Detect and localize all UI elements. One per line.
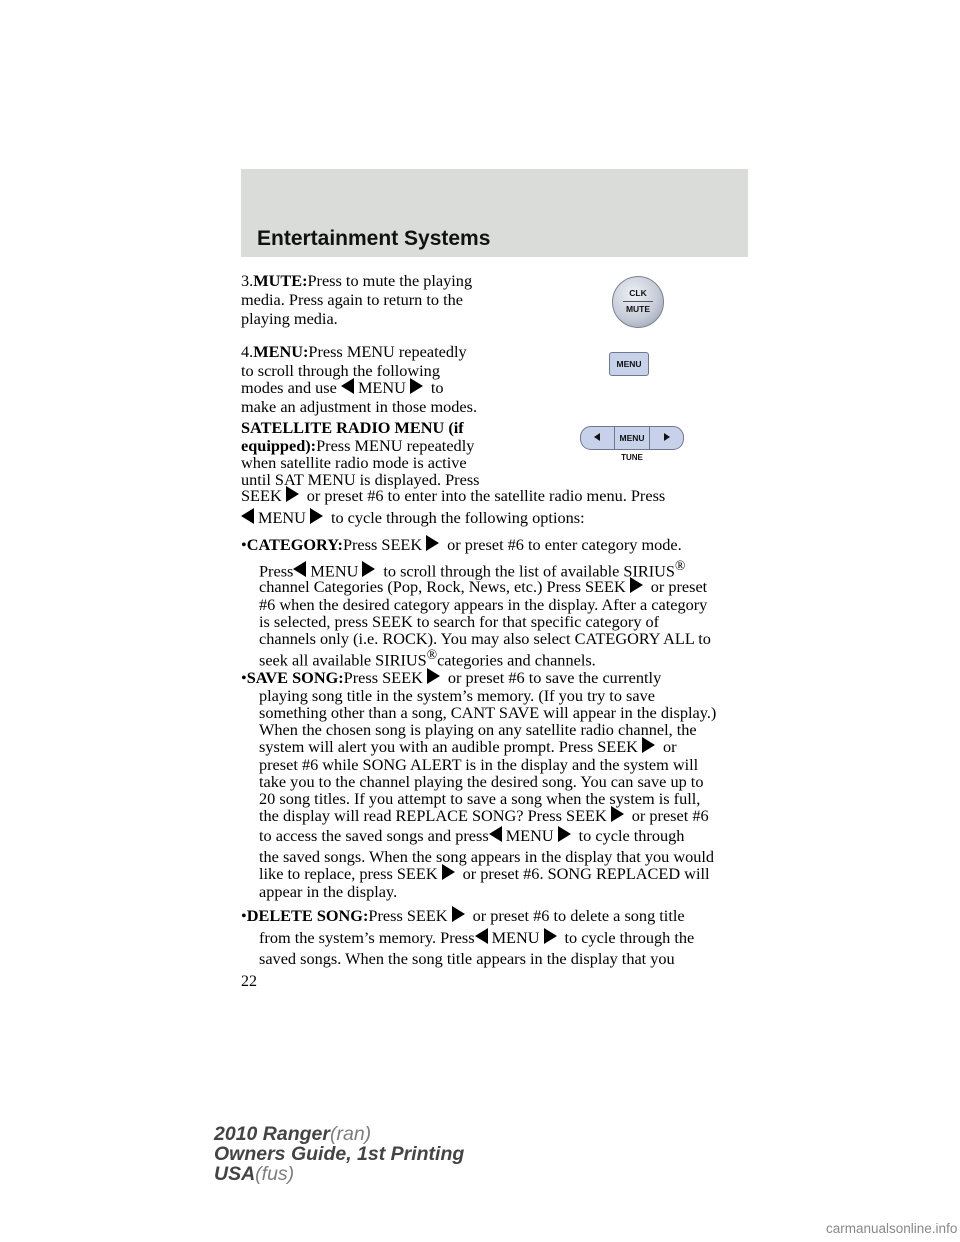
menu-line-1: 4.MENU:Press MENU repeatedly: [241, 342, 467, 361]
right-arrow-icon: [410, 378, 423, 394]
sat-line-4: SEEK or preset #6 to enter into the satellite radio menu. Press: [241, 486, 666, 505]
tune-caption: TUNE: [621, 453, 643, 462]
page-number: 22: [241, 973, 257, 990]
right-arrow-icon: [630, 577, 643, 593]
right-arrow-icon: [362, 561, 375, 577]
delete-line-2: from the system’s memory. Press MENU to cycle through the: [259, 928, 695, 947]
sat-line-1: equipped):Press MENU repeatedly: [241, 436, 475, 455]
save-line-3: something other than a song, CANT SAVE will appear in the display.): [259, 703, 717, 722]
save-line-13: appear in the display.: [259, 882, 398, 901]
tune-divider: [649, 427, 650, 449]
tune-left-arrow-icon: [594, 433, 600, 441]
save-line-9: the display will read REPLACE SONG? Press SEEK or preset #6: [259, 806, 709, 825]
category-line-2: Press MENU to scroll through the list of available SIRIUS®: [259, 558, 686, 581]
knob-divider: [623, 301, 653, 302]
right-arrow-icon: [442, 864, 455, 880]
delete-line-1: •DELETE SONG:Press SEEK or preset #6 to delete a song title: [241, 906, 685, 925]
save-line-8: 20 song titles. If you attempt to save a song when the system is full,: [259, 789, 701, 808]
save-line-12: like to replace, press SEEK or preset #6. SONG REPLACED will: [259, 864, 710, 883]
sat-line-3: until SAT MENU is displayed. Press: [241, 470, 480, 489]
right-arrow-icon: [642, 737, 655, 753]
save-line-11: the saved songs. When the song appears in the display that you would: [259, 847, 715, 866]
left-arrow-icon: [341, 378, 354, 394]
save-line-10: to access the saved songs and press MENU to cycle through: [259, 826, 685, 845]
right-arrow-icon: [286, 486, 299, 502]
sat-line-5: MENU to cycle through the following options:: [241, 508, 585, 527]
sat-line-2: when satellite radio mode is active: [241, 453, 467, 472]
save-line-7: take you to the channel playing the desired song. You can save up to: [259, 772, 704, 791]
save-line-6: preset #6 while SONG ALERT is in the display and the system will: [259, 755, 699, 774]
right-arrow-icon: [427, 668, 440, 684]
category-line-7: seek all available SIRIUS®categories and channels.: [259, 647, 596, 670]
menu-line-2: to scroll through the following: [241, 361, 440, 380]
tune-right-arrow-icon: [664, 433, 670, 441]
right-arrow-icon: [310, 508, 323, 524]
mute-line-3: playing media.: [241, 309, 338, 328]
category-line-5: is selected, press SEEK to search for that specific category of: [259, 612, 660, 631]
menu-line-3: modes and use MENU to: [241, 378, 444, 397]
menu-button-illustration: MENU: [609, 352, 649, 376]
save-line-1: •SAVE SONG:Press SEEK or preset #6 to save the currently: [241, 668, 662, 687]
clk-mute-knob-illustration: [612, 276, 664, 328]
mute-label: MUTE: [625, 304, 651, 314]
left-arrow-icon: [475, 928, 488, 944]
save-line-5: system will alert you with an audible prompt. Press SEEK or: [259, 737, 677, 756]
sat-heading-line-1: SATELLITE RADIO MENU (if: [241, 418, 464, 437]
save-line-2: playing song title in the system’s memory. (If you try to save: [259, 686, 655, 705]
menu-line-4: make an adjustment in those modes.: [241, 397, 478, 416]
watermark-text: carmanualsonline.info: [826, 1221, 958, 1236]
left-arrow-icon: [489, 826, 502, 842]
print-footer: [214, 1124, 464, 1184]
category-line-6: channels only (i.e. ROCK). You may also select CATEGORY ALL to: [259, 629, 711, 648]
right-arrow-icon: [452, 906, 465, 922]
tune-menu-label: MENU: [619, 433, 645, 443]
tune-rocker-illustration: [580, 426, 684, 450]
right-arrow-icon: [611, 806, 624, 822]
right-arrow-icon: [426, 535, 439, 551]
left-arrow-icon: [241, 508, 254, 524]
category-line-1: •CATEGORY:Press SEEK or preset #6 to enter category mode.: [241, 535, 682, 554]
left-arrow-icon: [293, 561, 306, 577]
category-line-3: channel Categories (Pop, Rock, News, etc.) Press SEEK or preset: [259, 577, 708, 596]
section-header: [241, 169, 748, 257]
delete-line-3: saved songs. When the song title appears in the display that you: [259, 949, 675, 968]
right-arrow-icon: [558, 826, 571, 842]
category-line-4: #6 when the desired category appears in the display. After a category: [259, 595, 708, 614]
save-line-4: When the chosen song is playing on any satellite radio channel, the: [259, 720, 697, 739]
right-arrow-icon: [544, 928, 557, 944]
clk-label: CLK: [629, 288, 647, 298]
section-title: Entertainment Systems: [257, 227, 491, 250]
footer-region-row: USA(fus): [214, 1163, 295, 1185]
mute-line-2: media. Press again to return to the: [241, 290, 463, 309]
mute-line-1: 3.MUTE:Press to mute the playing: [241, 271, 473, 290]
footer-model-row: 2010 Ranger(ran): [214, 1123, 372, 1145]
footer-guide-row: Owners Guide, 1st Printing: [214, 1143, 465, 1165]
